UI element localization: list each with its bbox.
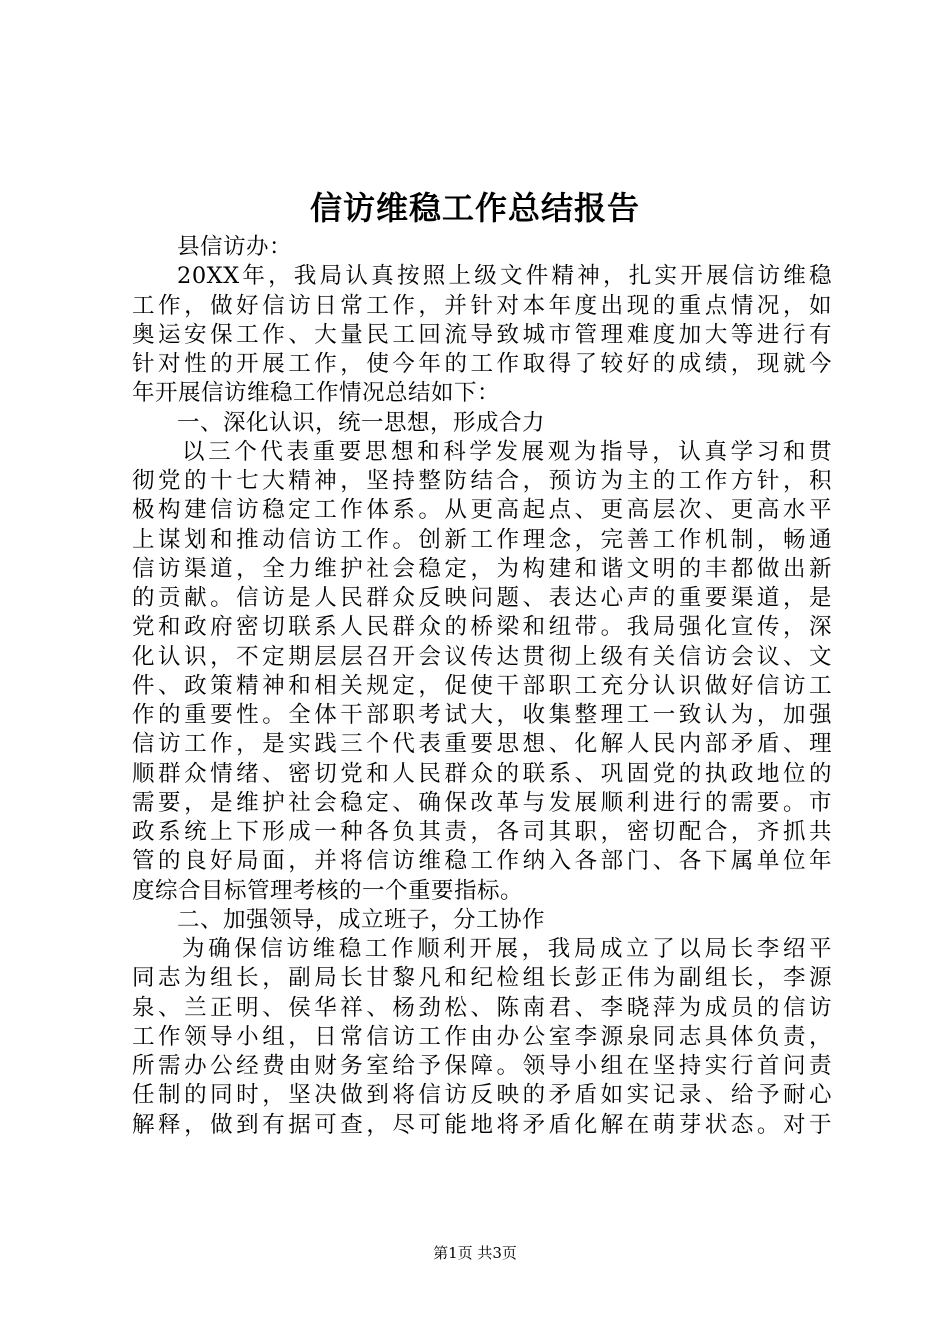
paragraph-line: 信访工作，是实践三个代表重要思想、化解人民内部矛盾、理 xyxy=(132,731,832,758)
paragraph-line: 泉、兰正明、侯华祥、杨劲松、陈南君、李晓萍为成员的信访 xyxy=(132,994,832,1021)
paragraph-line: 年开展信访维稳工作情况总结如下： xyxy=(132,380,501,407)
paragraph-line: 件、政策精神和相关规定，促使干部职工充分认识做好信访工 xyxy=(132,672,832,699)
paragraph-line: 为确保信访维稳工作顺利开展，我局成立了以局长李绍平 xyxy=(182,936,832,962)
section-heading-2: 二、加强领导，成立班子，分工协作 xyxy=(177,906,546,933)
document-body xyxy=(132,233,832,1140)
paragraph-line: 奥运安保工作、大量民工回流导致城市管理难度加大等进行有 xyxy=(132,321,832,348)
paragraph-line: 同志为组长，副局长甘黎凡和纪检组长彭正伟为副组长，李源 xyxy=(132,965,832,992)
paragraph-line: 作的重要性。全体干部职考试大，收集整理工一致认为，加强 xyxy=(132,702,832,728)
paragraph-line: 彻党的十七大精神，坚持整防结合，预访为主的工作方针，积 xyxy=(132,468,832,494)
paragraph-line: 需要，是维护社会稳定、确保改革与发展顺利进行的需要。市 xyxy=(132,789,832,816)
paragraph-line: 上谋划和推动信访工作。创新工作理念，完善工作机制，畅通 xyxy=(132,526,832,553)
paragraph-line: 的贡献。信访是人民群众反映问题、表达心声的重要渠道，是 xyxy=(132,585,832,611)
paragraph-line: 以三个代表重要思想和科学发展观为指导，认真学习和贯 xyxy=(182,438,832,465)
salutation-line: 县信访办： xyxy=(177,234,293,260)
paragraph-line: 极构建信访稳定工作体系。从更高起点、更高层次、更高水平 xyxy=(132,497,832,524)
paragraph-line: 所需办公经费由财务室给予保障。领导小组在坚持实行首问责 xyxy=(132,1053,832,1079)
paragraph-line: 度综合目标管理考核的一个重要指标。 xyxy=(132,877,524,904)
page-footer: 第1页 共3页 xyxy=(433,1244,517,1262)
paragraph-line: 信访渠道，全力维护社会稳定，为构建和谐文明的丰都做出新 xyxy=(132,555,832,582)
paragraph-line: 顺群众情绪、密切党和人民群众的联系、巩固党的执政地位的 xyxy=(132,760,832,787)
paragraph-line: 针对性的开展工作，使今年的工作取得了较好的成绩，现就今 xyxy=(132,351,832,377)
paragraph-line: 管的良好局面，并将信访维稳工作纳入各部门、各下属单位年 xyxy=(132,848,832,875)
paragraph-line: 解释，做到有据可查，尽可能地将矛盾化解在萌芽状态。对于 xyxy=(132,1111,832,1138)
document-title: 信访维稳工作总结报告 xyxy=(309,189,640,227)
section-heading-1: 一、深化认识，统一思想，形成合力 xyxy=(177,409,546,436)
paragraph-line: 20XX年，我局认真按照上级文件精神，扎实开展信访维稳 xyxy=(177,263,832,290)
paragraph-line: 工作，做好信访日常工作，并针对本年度出现的重点情况，如 xyxy=(132,292,832,319)
paragraph-line: 党和政府密切联系人民群众的桥梁和纽带。我局强化宣传，深 xyxy=(132,614,832,641)
paragraph-line: 工作领导小组，日常信访工作由办公室李源泉同志具体负责， xyxy=(132,1023,832,1050)
paragraph-line: 任制的同时，坚决做到将信访反映的矛盾如实记录、给予耐心 xyxy=(132,1082,832,1109)
paragraph-line: 化认识，不定期层层召开会议传达贯彻上级有关信访会议、文 xyxy=(132,643,832,670)
paragraph-line: 政系统上下形成一种各负其责，各司其职，密切配合，齐抓共 xyxy=(132,819,832,845)
